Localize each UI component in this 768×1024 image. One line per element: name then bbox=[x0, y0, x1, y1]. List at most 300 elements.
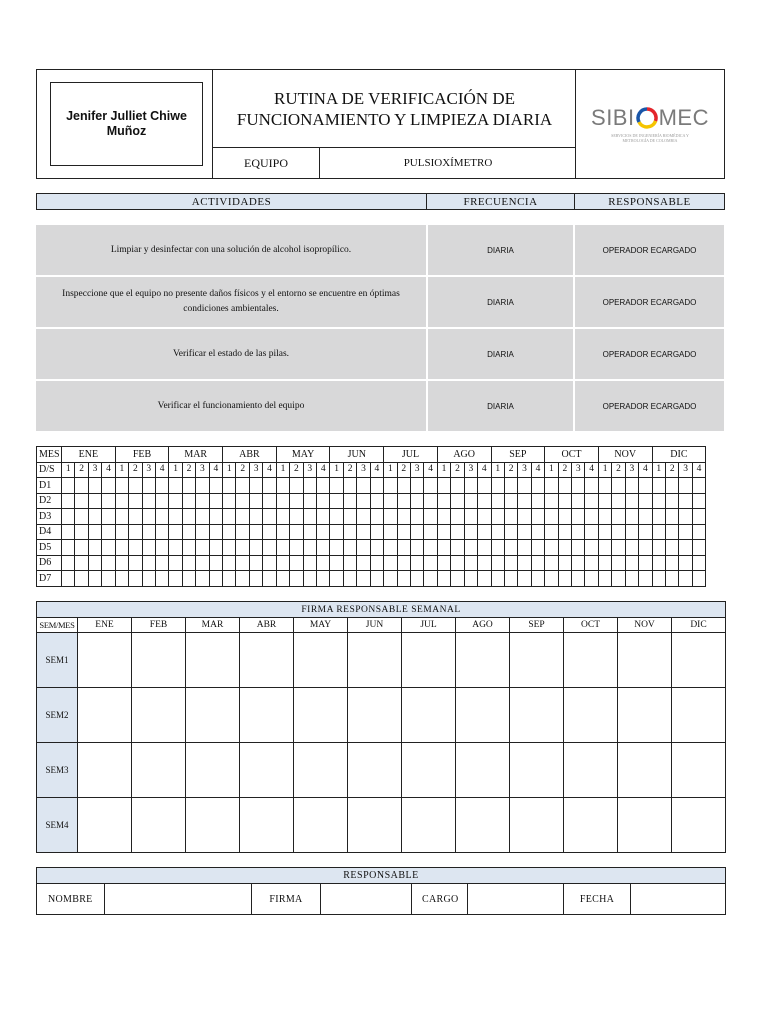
check-cell[interactable] bbox=[585, 571, 598, 587]
check-cell[interactable] bbox=[236, 540, 249, 556]
check-cell[interactable] bbox=[639, 493, 652, 509]
check-cell[interactable] bbox=[665, 509, 678, 525]
check-cell[interactable] bbox=[679, 555, 692, 571]
check-cell[interactable] bbox=[115, 509, 128, 525]
check-cell[interactable] bbox=[437, 555, 450, 571]
check-cell[interactable] bbox=[115, 540, 128, 556]
signature-cell[interactable] bbox=[456, 688, 510, 743]
signature-cell[interactable] bbox=[456, 743, 510, 798]
check-cell[interactable] bbox=[62, 540, 75, 556]
check-cell[interactable] bbox=[665, 478, 678, 494]
check-cell[interactable] bbox=[276, 555, 289, 571]
check-cell[interactable] bbox=[303, 540, 316, 556]
check-cell[interactable] bbox=[410, 509, 423, 525]
check-cell[interactable] bbox=[397, 509, 410, 525]
check-cell[interactable] bbox=[504, 571, 517, 587]
check-cell[interactable] bbox=[169, 493, 182, 509]
check-cell[interactable] bbox=[531, 493, 544, 509]
check-cell[interactable] bbox=[263, 571, 276, 587]
check-cell[interactable] bbox=[612, 571, 625, 587]
signature-cell[interactable] bbox=[402, 743, 456, 798]
check-cell[interactable] bbox=[196, 524, 209, 540]
signature-cell[interactable] bbox=[402, 798, 456, 853]
check-cell[interactable] bbox=[665, 524, 678, 540]
check-cell[interactable] bbox=[410, 540, 423, 556]
check-cell[interactable] bbox=[290, 478, 303, 494]
check-cell[interactable] bbox=[142, 478, 155, 494]
check-cell[interactable] bbox=[357, 524, 370, 540]
check-cell[interactable] bbox=[223, 571, 236, 587]
check-cell[interactable] bbox=[437, 493, 450, 509]
check-cell[interactable] bbox=[451, 493, 464, 509]
check-cell[interactable] bbox=[142, 524, 155, 540]
signature-cell[interactable] bbox=[240, 633, 294, 688]
check-cell[interactable] bbox=[464, 509, 477, 525]
check-cell[interactable] bbox=[558, 540, 571, 556]
check-cell[interactable] bbox=[478, 478, 491, 494]
check-cell[interactable] bbox=[692, 493, 705, 509]
check-cell[interactable] bbox=[75, 540, 88, 556]
check-cell[interactable] bbox=[639, 478, 652, 494]
signature-cell[interactable] bbox=[132, 798, 186, 853]
check-cell[interactable] bbox=[343, 571, 356, 587]
signature-cell[interactable] bbox=[78, 798, 132, 853]
check-cell[interactable] bbox=[585, 509, 598, 525]
check-cell[interactable] bbox=[263, 555, 276, 571]
check-cell[interactable] bbox=[384, 493, 397, 509]
signature-cell[interactable] bbox=[294, 798, 348, 853]
check-cell[interactable] bbox=[652, 524, 665, 540]
firma-field[interactable] bbox=[321, 884, 412, 915]
check-cell[interactable] bbox=[196, 509, 209, 525]
check-cell[interactable] bbox=[598, 493, 611, 509]
check-cell[interactable] bbox=[384, 571, 397, 587]
check-cell[interactable] bbox=[129, 540, 142, 556]
check-cell[interactable] bbox=[491, 493, 504, 509]
check-cell[interactable] bbox=[572, 493, 585, 509]
check-cell[interactable] bbox=[155, 493, 168, 509]
check-cell[interactable] bbox=[410, 555, 423, 571]
check-cell[interactable] bbox=[223, 555, 236, 571]
signature-cell[interactable] bbox=[132, 743, 186, 798]
check-cell[interactable] bbox=[572, 524, 585, 540]
check-cell[interactable] bbox=[679, 524, 692, 540]
check-cell[interactable] bbox=[692, 555, 705, 571]
check-cell[interactable] bbox=[572, 555, 585, 571]
check-cell[interactable] bbox=[276, 524, 289, 540]
check-cell[interactable] bbox=[343, 478, 356, 494]
check-cell[interactable] bbox=[451, 555, 464, 571]
check-cell[interactable] bbox=[263, 509, 276, 525]
check-cell[interactable] bbox=[585, 540, 598, 556]
signature-cell[interactable] bbox=[132, 633, 186, 688]
signature-cell[interactable] bbox=[402, 688, 456, 743]
check-cell[interactable] bbox=[343, 555, 356, 571]
check-cell[interactable] bbox=[169, 478, 182, 494]
check-cell[interactable] bbox=[397, 555, 410, 571]
check-cell[interactable] bbox=[612, 555, 625, 571]
check-cell[interactable] bbox=[249, 540, 262, 556]
check-cell[interactable] bbox=[665, 571, 678, 587]
check-cell[interactable] bbox=[424, 478, 437, 494]
signature-cell[interactable] bbox=[564, 688, 618, 743]
check-cell[interactable] bbox=[142, 540, 155, 556]
check-cell[interactable] bbox=[317, 555, 330, 571]
check-cell[interactable] bbox=[370, 540, 383, 556]
check-cell[interactable] bbox=[451, 509, 464, 525]
check-cell[interactable] bbox=[142, 493, 155, 509]
check-cell[interactable] bbox=[196, 571, 209, 587]
check-cell[interactable] bbox=[317, 478, 330, 494]
check-cell[interactable] bbox=[303, 493, 316, 509]
check-cell[interactable] bbox=[652, 571, 665, 587]
check-cell[interactable] bbox=[652, 540, 665, 556]
check-cell[interactable] bbox=[182, 493, 195, 509]
check-cell[interactable] bbox=[357, 493, 370, 509]
check-cell[interactable] bbox=[62, 571, 75, 587]
check-cell[interactable] bbox=[169, 571, 182, 587]
check-cell[interactable] bbox=[182, 540, 195, 556]
check-cell[interactable] bbox=[639, 509, 652, 525]
check-cell[interactable] bbox=[343, 540, 356, 556]
check-cell[interactable] bbox=[665, 555, 678, 571]
check-cell[interactable] bbox=[451, 540, 464, 556]
check-cell[interactable] bbox=[531, 509, 544, 525]
check-cell[interactable] bbox=[504, 493, 517, 509]
check-cell[interactable] bbox=[88, 571, 101, 587]
check-cell[interactable] bbox=[424, 493, 437, 509]
check-cell[interactable] bbox=[410, 524, 423, 540]
check-cell[interactable] bbox=[491, 509, 504, 525]
check-cell[interactable] bbox=[75, 524, 88, 540]
check-cell[interactable] bbox=[330, 478, 343, 494]
check-cell[interactable] bbox=[196, 540, 209, 556]
check-cell[interactable] bbox=[437, 540, 450, 556]
check-cell[interactable] bbox=[545, 478, 558, 494]
signature-cell[interactable] bbox=[672, 688, 726, 743]
signature-cell[interactable] bbox=[186, 688, 240, 743]
check-cell[interactable] bbox=[370, 524, 383, 540]
check-cell[interactable] bbox=[384, 540, 397, 556]
check-cell[interactable] bbox=[518, 509, 531, 525]
check-cell[interactable] bbox=[598, 524, 611, 540]
check-cell[interactable] bbox=[169, 540, 182, 556]
check-cell[interactable] bbox=[652, 509, 665, 525]
check-cell[interactable] bbox=[88, 540, 101, 556]
check-cell[interactable] bbox=[236, 524, 249, 540]
check-cell[interactable] bbox=[437, 478, 450, 494]
check-cell[interactable] bbox=[625, 524, 638, 540]
signature-cell[interactable] bbox=[186, 633, 240, 688]
check-cell[interactable] bbox=[451, 571, 464, 587]
check-cell[interactable] bbox=[88, 478, 101, 494]
check-cell[interactable] bbox=[531, 478, 544, 494]
check-cell[interactable] bbox=[102, 478, 115, 494]
check-cell[interactable] bbox=[451, 524, 464, 540]
signature-cell[interactable] bbox=[510, 743, 564, 798]
check-cell[interactable] bbox=[545, 540, 558, 556]
check-cell[interactable] bbox=[209, 540, 222, 556]
check-cell[interactable] bbox=[437, 571, 450, 587]
check-cell[interactable] bbox=[249, 493, 262, 509]
check-cell[interactable] bbox=[115, 478, 128, 494]
check-cell[interactable] bbox=[384, 555, 397, 571]
check-cell[interactable] bbox=[598, 571, 611, 587]
check-cell[interactable] bbox=[572, 571, 585, 587]
check-cell[interactable] bbox=[370, 509, 383, 525]
check-cell[interactable] bbox=[290, 524, 303, 540]
check-cell[interactable] bbox=[290, 555, 303, 571]
check-cell[interactable] bbox=[545, 509, 558, 525]
check-cell[interactable] bbox=[263, 478, 276, 494]
check-cell[interactable] bbox=[384, 509, 397, 525]
check-cell[interactable] bbox=[531, 555, 544, 571]
check-cell[interactable] bbox=[612, 478, 625, 494]
check-cell[interactable] bbox=[478, 493, 491, 509]
check-cell[interactable] bbox=[665, 493, 678, 509]
check-cell[interactable] bbox=[129, 524, 142, 540]
check-cell[interactable] bbox=[209, 571, 222, 587]
signature-cell[interactable] bbox=[78, 633, 132, 688]
signature-cell[interactable] bbox=[456, 633, 510, 688]
check-cell[interactable] bbox=[317, 509, 330, 525]
check-cell[interactable] bbox=[491, 571, 504, 587]
check-cell[interactable] bbox=[545, 571, 558, 587]
signature-cell[interactable] bbox=[672, 633, 726, 688]
check-cell[interactable] bbox=[558, 509, 571, 525]
check-cell[interactable] bbox=[491, 555, 504, 571]
check-cell[interactable] bbox=[236, 478, 249, 494]
check-cell[interactable] bbox=[612, 524, 625, 540]
check-cell[interactable] bbox=[572, 540, 585, 556]
check-cell[interactable] bbox=[155, 555, 168, 571]
check-cell[interactable] bbox=[491, 478, 504, 494]
check-cell[interactable] bbox=[518, 540, 531, 556]
check-cell[interactable] bbox=[652, 555, 665, 571]
check-cell[interactable] bbox=[558, 493, 571, 509]
check-cell[interactable] bbox=[182, 509, 195, 525]
check-cell[interactable] bbox=[343, 493, 356, 509]
check-cell[interactable] bbox=[692, 540, 705, 556]
check-cell[interactable] bbox=[585, 478, 598, 494]
check-cell[interactable] bbox=[330, 555, 343, 571]
check-cell[interactable] bbox=[115, 571, 128, 587]
check-cell[interactable] bbox=[209, 493, 222, 509]
check-cell[interactable] bbox=[102, 509, 115, 525]
check-cell[interactable] bbox=[62, 524, 75, 540]
check-cell[interactable] bbox=[155, 478, 168, 494]
signature-cell[interactable] bbox=[564, 633, 618, 688]
check-cell[interactable] bbox=[62, 493, 75, 509]
check-cell[interactable] bbox=[129, 478, 142, 494]
check-cell[interactable] bbox=[357, 509, 370, 525]
fecha-field[interactable] bbox=[631, 884, 726, 915]
check-cell[interactable] bbox=[652, 493, 665, 509]
check-cell[interactable] bbox=[209, 555, 222, 571]
check-cell[interactable] bbox=[598, 540, 611, 556]
check-cell[interactable] bbox=[585, 493, 598, 509]
check-cell[interactable] bbox=[75, 509, 88, 525]
check-cell[interactable] bbox=[249, 524, 262, 540]
check-cell[interactable] bbox=[478, 524, 491, 540]
check-cell[interactable] bbox=[182, 478, 195, 494]
check-cell[interactable] bbox=[209, 509, 222, 525]
check-cell[interactable] bbox=[397, 493, 410, 509]
cargo-field[interactable] bbox=[468, 884, 564, 915]
check-cell[interactable] bbox=[518, 555, 531, 571]
check-cell[interactable] bbox=[598, 555, 611, 571]
check-cell[interactable] bbox=[290, 509, 303, 525]
check-cell[interactable] bbox=[155, 509, 168, 525]
check-cell[interactable] bbox=[155, 540, 168, 556]
check-cell[interactable] bbox=[692, 524, 705, 540]
signature-cell[interactable] bbox=[240, 743, 294, 798]
check-cell[interactable] bbox=[464, 493, 477, 509]
check-cell[interactable] bbox=[330, 509, 343, 525]
check-cell[interactable] bbox=[129, 555, 142, 571]
check-cell[interactable] bbox=[75, 493, 88, 509]
check-cell[interactable] bbox=[169, 555, 182, 571]
check-cell[interactable] bbox=[303, 524, 316, 540]
check-cell[interactable] bbox=[317, 524, 330, 540]
check-cell[interactable] bbox=[478, 571, 491, 587]
check-cell[interactable] bbox=[276, 540, 289, 556]
check-cell[interactable] bbox=[504, 509, 517, 525]
check-cell[interactable] bbox=[115, 555, 128, 571]
check-cell[interactable] bbox=[182, 571, 195, 587]
check-cell[interactable] bbox=[223, 540, 236, 556]
signature-cell[interactable] bbox=[132, 688, 186, 743]
check-cell[interactable] bbox=[102, 493, 115, 509]
check-cell[interactable] bbox=[612, 509, 625, 525]
check-cell[interactable] bbox=[102, 555, 115, 571]
check-cell[interactable] bbox=[397, 524, 410, 540]
check-cell[interactable] bbox=[572, 478, 585, 494]
check-cell[interactable] bbox=[639, 571, 652, 587]
check-cell[interactable] bbox=[531, 524, 544, 540]
check-cell[interactable] bbox=[397, 478, 410, 494]
check-cell[interactable] bbox=[545, 555, 558, 571]
check-cell[interactable] bbox=[303, 571, 316, 587]
check-cell[interactable] bbox=[290, 493, 303, 509]
check-cell[interactable] bbox=[115, 524, 128, 540]
check-cell[interactable] bbox=[236, 571, 249, 587]
signature-cell[interactable] bbox=[510, 688, 564, 743]
check-cell[interactable] bbox=[410, 571, 423, 587]
check-cell[interactable] bbox=[357, 540, 370, 556]
check-cell[interactable] bbox=[102, 540, 115, 556]
check-cell[interactable] bbox=[424, 509, 437, 525]
check-cell[interactable] bbox=[585, 524, 598, 540]
signature-cell[interactable] bbox=[186, 743, 240, 798]
check-cell[interactable] bbox=[437, 524, 450, 540]
check-cell[interactable] bbox=[155, 571, 168, 587]
check-cell[interactable] bbox=[679, 478, 692, 494]
signature-cell[interactable] bbox=[186, 798, 240, 853]
check-cell[interactable] bbox=[155, 524, 168, 540]
check-cell[interactable] bbox=[491, 524, 504, 540]
check-cell[interactable] bbox=[585, 555, 598, 571]
signature-cell[interactable] bbox=[78, 743, 132, 798]
check-cell[interactable] bbox=[464, 478, 477, 494]
check-cell[interactable] bbox=[370, 478, 383, 494]
signature-cell[interactable] bbox=[672, 743, 726, 798]
check-cell[interactable] bbox=[169, 524, 182, 540]
check-cell[interactable] bbox=[196, 478, 209, 494]
check-cell[interactable] bbox=[679, 571, 692, 587]
check-cell[interactable] bbox=[343, 524, 356, 540]
check-cell[interactable] bbox=[343, 509, 356, 525]
check-cell[interactable] bbox=[236, 493, 249, 509]
check-cell[interactable] bbox=[223, 509, 236, 525]
check-cell[interactable] bbox=[625, 540, 638, 556]
check-cell[interactable] bbox=[75, 555, 88, 571]
check-cell[interactable] bbox=[692, 571, 705, 587]
check-cell[interactable] bbox=[276, 478, 289, 494]
check-cell[interactable] bbox=[518, 493, 531, 509]
check-cell[interactable] bbox=[62, 555, 75, 571]
check-cell[interactable] bbox=[518, 478, 531, 494]
check-cell[interactable] bbox=[88, 555, 101, 571]
check-cell[interactable] bbox=[88, 524, 101, 540]
check-cell[interactable] bbox=[370, 555, 383, 571]
check-cell[interactable] bbox=[424, 555, 437, 571]
check-cell[interactable] bbox=[169, 509, 182, 525]
check-cell[interactable] bbox=[531, 540, 544, 556]
check-cell[interactable] bbox=[625, 571, 638, 587]
nombre-field[interactable] bbox=[105, 884, 252, 915]
check-cell[interactable] bbox=[357, 478, 370, 494]
signature-cell[interactable] bbox=[564, 798, 618, 853]
check-cell[interactable] bbox=[357, 571, 370, 587]
check-cell[interactable] bbox=[62, 478, 75, 494]
check-cell[interactable] bbox=[115, 493, 128, 509]
check-cell[interactable] bbox=[518, 571, 531, 587]
check-cell[interactable] bbox=[129, 571, 142, 587]
signature-cell[interactable] bbox=[672, 798, 726, 853]
check-cell[interactable] bbox=[652, 478, 665, 494]
check-cell[interactable] bbox=[478, 555, 491, 571]
check-cell[interactable] bbox=[558, 571, 571, 587]
check-cell[interactable] bbox=[625, 555, 638, 571]
check-cell[interactable] bbox=[491, 540, 504, 556]
check-cell[interactable] bbox=[209, 524, 222, 540]
signature-cell[interactable] bbox=[564, 743, 618, 798]
signature-cell[interactable] bbox=[510, 633, 564, 688]
signature-cell[interactable] bbox=[618, 688, 672, 743]
check-cell[interactable] bbox=[424, 571, 437, 587]
check-cell[interactable] bbox=[545, 493, 558, 509]
check-cell[interactable] bbox=[665, 540, 678, 556]
check-cell[interactable] bbox=[692, 478, 705, 494]
check-cell[interactable] bbox=[424, 540, 437, 556]
check-cell[interactable] bbox=[397, 540, 410, 556]
check-cell[interactable] bbox=[451, 478, 464, 494]
check-cell[interactable] bbox=[249, 571, 262, 587]
check-cell[interactable] bbox=[639, 555, 652, 571]
check-cell[interactable] bbox=[236, 555, 249, 571]
signature-cell[interactable] bbox=[510, 798, 564, 853]
check-cell[interactable] bbox=[625, 509, 638, 525]
check-cell[interactable] bbox=[102, 571, 115, 587]
check-cell[interactable] bbox=[330, 540, 343, 556]
check-cell[interactable] bbox=[290, 571, 303, 587]
check-cell[interactable] bbox=[558, 478, 571, 494]
check-cell[interactable] bbox=[464, 540, 477, 556]
check-cell[interactable] bbox=[290, 540, 303, 556]
check-cell[interactable] bbox=[370, 493, 383, 509]
signature-cell[interactable] bbox=[294, 633, 348, 688]
